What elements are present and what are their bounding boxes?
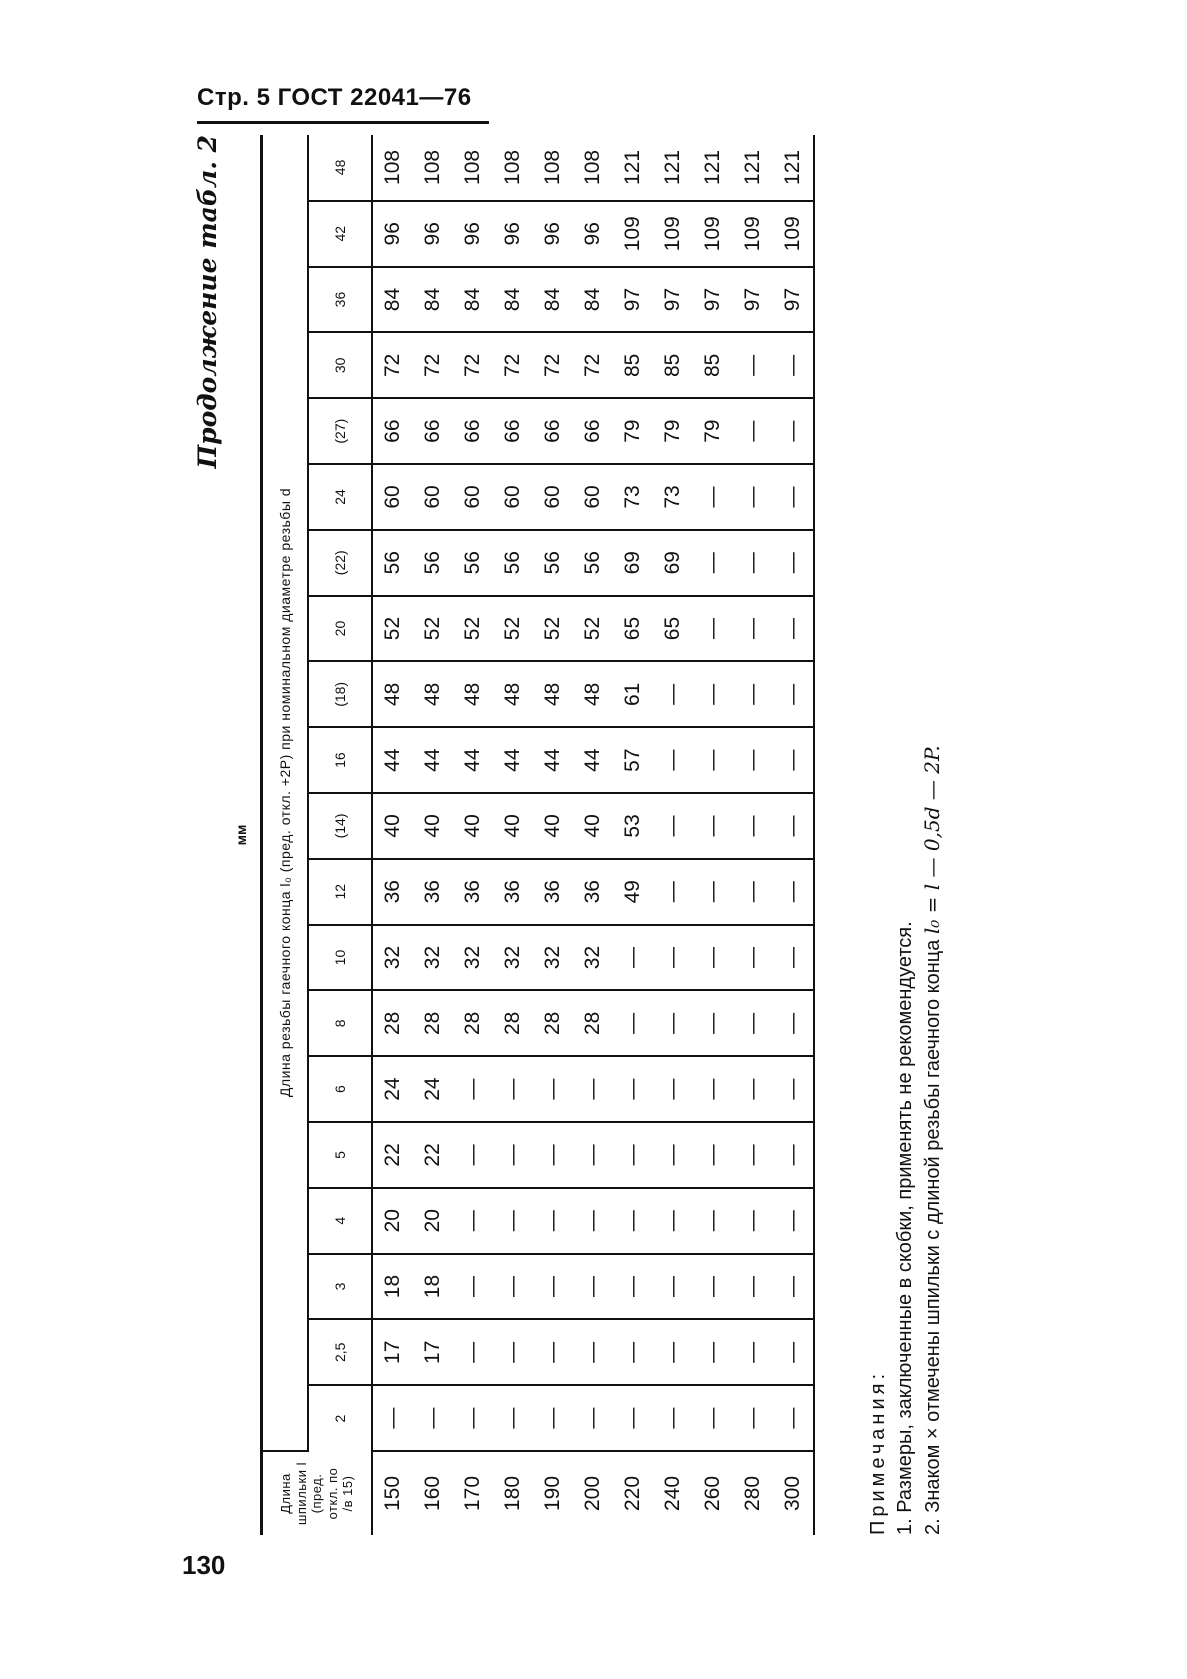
- thread-length-cell: 85: [693, 332, 733, 398]
- thread-length-cell: 96: [533, 201, 573, 267]
- thread-length-cell: —: [453, 1056, 493, 1122]
- thread-length-cell: —: [733, 1385, 773, 1451]
- thread-length-cell: —: [693, 859, 733, 925]
- thread-length-cell: —: [493, 1188, 533, 1254]
- thread-length-cell: 108: [453, 135, 493, 201]
- thread-length-cell: —: [533, 1122, 573, 1188]
- thread-length-cell: 52: [372, 596, 413, 662]
- table-row: [653, 135, 693, 1535]
- table-caption: Продолжение табл. 2: [193, 135, 222, 469]
- table-row: [413, 135, 453, 1535]
- thread-length-cell: —: [733, 1188, 773, 1254]
- thread-length-cell: —: [733, 925, 773, 991]
- thread-length-cell: 66: [493, 398, 533, 464]
- thread-length-cell: 66: [533, 398, 573, 464]
- stud-length-cell: 280: [741, 1475, 764, 1512]
- thread-length-cell: —: [733, 661, 773, 727]
- diameter-header-row: [308, 135, 372, 1535]
- thread-length-cell: 28: [453, 990, 493, 1056]
- thread-length-cell: —: [453, 1254, 493, 1320]
- thread-length-cell: 48: [493, 661, 533, 727]
- thread-length-cell: 97: [733, 267, 773, 333]
- thread-length-cell: 36: [453, 859, 493, 925]
- thread-length-cell: —: [413, 1385, 453, 1451]
- thread-length-cell: —: [773, 1254, 814, 1320]
- thread-length-cell: 40: [573, 793, 613, 859]
- thread-length-cell: 24: [372, 1056, 413, 1122]
- thread-length-cell: 72: [372, 332, 413, 398]
- thread-length-cell: 121: [613, 135, 653, 201]
- thread-length-cell: 73: [653, 464, 693, 530]
- thread-length-cell: —: [613, 925, 653, 991]
- diameter-header: 2,5: [308, 1319, 372, 1385]
- thread-length-cell: —: [533, 1056, 573, 1122]
- thread-length-cell: 84: [573, 267, 613, 333]
- thread-length-cell: —: [693, 727, 733, 793]
- thread-length-cell: 109: [653, 201, 693, 267]
- thread-length-cell: 96: [413, 201, 453, 267]
- group-header: Длина резьбы гаечного конца l₀ (пред. откл. +2P) при номинальном диаметре резьбы d: [262, 135, 309, 1451]
- thread-length-cell: —: [653, 1319, 693, 1385]
- thread-length-cell: 52: [453, 596, 493, 662]
- length-header-line: шпильки l: [293, 1461, 309, 1526]
- thread-length-cell: —: [573, 1319, 613, 1385]
- thread-length-cell: —: [693, 1385, 733, 1451]
- thread-length-cell: —: [653, 1056, 693, 1122]
- thread-length-cell: 32: [533, 925, 573, 991]
- thread-length-cell: 32: [413, 925, 453, 991]
- thread-length-cell: 40: [453, 793, 493, 859]
- thread-length-cell: —: [653, 793, 693, 859]
- thread-length-cell: 109: [733, 201, 773, 267]
- table-row: [533, 135, 573, 1535]
- thread-length-cell: 53: [613, 793, 653, 859]
- thread-length-cell: 108: [413, 135, 453, 201]
- thread-length-cell: —: [733, 398, 773, 464]
- thread-length-cell: 66: [372, 398, 413, 464]
- thread-length-cell: 20: [372, 1188, 413, 1254]
- thread-length-cell: —: [533, 1319, 573, 1385]
- length-header-line: /в 15): [340, 1475, 356, 1512]
- thread-length-cell: —: [573, 1056, 613, 1122]
- thread-length-cell: 57: [613, 727, 653, 793]
- thread-length-cell: 20: [413, 1188, 453, 1254]
- thread-length-cell: 60: [573, 464, 613, 530]
- diameter-header: 16: [308, 727, 372, 793]
- thread-length-cell: 22: [413, 1122, 453, 1188]
- thread-length-cell: 79: [653, 398, 693, 464]
- thread-length-cell: —: [693, 530, 733, 596]
- thread-length-cell: 48: [453, 661, 493, 727]
- thread-length-cell: —: [613, 1188, 653, 1254]
- thread-length-cell: —: [653, 1122, 693, 1188]
- thread-length-cell: 109: [613, 201, 653, 267]
- diameter-header: 8: [308, 990, 372, 1056]
- thread-length-cell: 24: [413, 1056, 453, 1122]
- thread-length-cell: 40: [413, 793, 453, 859]
- diameter-header: 42: [308, 201, 372, 267]
- thread-length-cell: —: [773, 332, 814, 398]
- thread-length-cell: —: [733, 859, 773, 925]
- table-row: [773, 135, 814, 1535]
- notes-title: Примечания:: [867, 1369, 889, 1535]
- diameter-header: 24: [308, 464, 372, 530]
- page-header: Стр. 5 ГОСТ 22041—76: [197, 84, 472, 111]
- thread-length-cell: 52: [533, 596, 573, 662]
- thread-length-cell: 52: [493, 596, 533, 662]
- thread-length-cell: 44: [372, 727, 413, 793]
- thread-length-cell: —: [773, 990, 814, 1056]
- thread-length-cell: 109: [693, 201, 733, 267]
- diameter-header: 48: [308, 135, 372, 201]
- thread-length-cell: 44: [453, 727, 493, 793]
- diameter-header: (14): [308, 793, 372, 859]
- diameter-header: (22): [308, 530, 372, 596]
- thread-length-cell: 52: [413, 596, 453, 662]
- thread-length-cell: 28: [493, 990, 533, 1056]
- thread-length-cell: —: [613, 1385, 653, 1451]
- thread-length-cell: —: [733, 1122, 773, 1188]
- thread-length-cell: —: [493, 1122, 533, 1188]
- thread-length-cell: 72: [573, 332, 613, 398]
- thread-length-cell: 96: [372, 201, 413, 267]
- thread-length-cell: 36: [573, 859, 613, 925]
- thread-length-cell: 56: [493, 530, 533, 596]
- thread-length-cell: 96: [493, 201, 533, 267]
- table-row: [372, 135, 413, 1535]
- thread-length-cell: —: [773, 398, 814, 464]
- length-column-header: [262, 1451, 373, 1535]
- thread-length-cell: —: [653, 1188, 693, 1254]
- diameter-header: 5: [308, 1122, 372, 1188]
- thread-length-cell: 40: [493, 793, 533, 859]
- thread-length-cell: —: [453, 1319, 493, 1385]
- thread-length-cell: 56: [573, 530, 613, 596]
- thread-length-cell: —: [733, 596, 773, 662]
- stud-length-cell: 300: [773, 1451, 814, 1535]
- table-row: [493, 135, 533, 1535]
- thread-length-cell: 69: [653, 530, 693, 596]
- diameter-header: (27): [308, 398, 372, 464]
- thread-length-cell: —: [693, 1254, 733, 1320]
- thread-length-cell: 32: [453, 925, 493, 991]
- thread-length-cell: 97: [613, 267, 653, 333]
- table-body: [372, 135, 814, 1535]
- rotated-table-block: [185, 135, 995, 1535]
- thread-length-cell: —: [733, 332, 773, 398]
- thread-length-cell: —: [493, 1254, 533, 1320]
- thread-length-cell: 84: [493, 267, 533, 333]
- thread-length-cell: 85: [653, 332, 693, 398]
- thread-length-cell: —: [613, 990, 653, 1056]
- thread-length-cell: 109: [773, 201, 814, 267]
- thread-length-cell: —: [693, 1319, 733, 1385]
- thread-length-cell: 79: [693, 398, 733, 464]
- diameter-header: 6: [308, 1056, 372, 1122]
- length-header-line: откл. по: [324, 1467, 340, 1520]
- thread-length-cell: —: [453, 1385, 493, 1451]
- diameter-header: 30: [308, 332, 372, 398]
- thread-length-cell: —: [693, 1188, 733, 1254]
- note-item: 1. Размеры, заключенные в скобки, применять не рекомендуется.: [894, 921, 916, 1535]
- diameter-header: 2: [308, 1385, 372, 1451]
- diameter-header: 20: [308, 596, 372, 662]
- thread-length-cell: —: [773, 1385, 814, 1451]
- thread-length-cell: 52: [573, 596, 613, 662]
- stud-length-cell: 150: [381, 1475, 404, 1512]
- thread-length-cell: 18: [372, 1254, 413, 1320]
- thread-length-cell: 69: [613, 530, 653, 596]
- thread-length-cell: —: [733, 464, 773, 530]
- notes: [865, 435, 947, 1535]
- stud-length-cell: 260: [701, 1475, 724, 1512]
- thread-length-cell: —: [773, 1188, 814, 1254]
- thread-length-cell: 32: [493, 925, 533, 991]
- thread-length-cell: —: [573, 1122, 613, 1188]
- thread-length-cell: 96: [573, 201, 613, 267]
- thread-length-cell: —: [733, 530, 773, 596]
- thread-length-cell: 44: [573, 727, 613, 793]
- diameter-header: 10: [308, 925, 372, 991]
- table-row: [733, 135, 773, 1535]
- thread-length-cell: 97: [773, 267, 814, 333]
- thread-length-cell: 108: [533, 135, 573, 201]
- thread-length-cell: 84: [372, 267, 413, 333]
- thread-length-cell: 49: [613, 859, 653, 925]
- thread-length-cell: —: [493, 1319, 533, 1385]
- thread-length-cell: —: [773, 596, 814, 662]
- table-row: [613, 135, 653, 1535]
- thread-length-cell: 121: [773, 135, 814, 201]
- thread-length-cell: 65: [653, 596, 693, 662]
- thread-length-cell: —: [493, 1385, 533, 1451]
- thread-length-cell: —: [693, 990, 733, 1056]
- diameter-header: 4: [308, 1188, 372, 1254]
- thread-length-cell: 84: [533, 267, 573, 333]
- thread-length-cell: 72: [453, 332, 493, 398]
- thread-length-cell: 18: [413, 1254, 453, 1320]
- thread-length-cell: 66: [413, 398, 453, 464]
- thread-length-cell: 28: [372, 990, 413, 1056]
- thread-length-cell: —: [773, 530, 814, 596]
- thread-length-cell: 40: [533, 793, 573, 859]
- thread-length-cell: —: [533, 1385, 573, 1451]
- diameter-header: 3: [308, 1254, 372, 1320]
- thread-length-cell: 48: [573, 661, 613, 727]
- thread-length-cell: 61: [613, 661, 653, 727]
- thread-length-cell: 28: [533, 990, 573, 1056]
- thread-length-cell: 32: [573, 925, 613, 991]
- thread-length-cell: 56: [372, 530, 413, 596]
- thread-length-cell: —: [613, 1056, 653, 1122]
- thread-length-cell: 36: [533, 859, 573, 925]
- thread-length-cell: 40: [372, 793, 413, 859]
- thread-length-cell: —: [693, 464, 733, 530]
- stud-length-cell: 200: [581, 1475, 604, 1512]
- thread-length-cell: —: [733, 990, 773, 1056]
- thread-length-cell: —: [453, 1122, 493, 1188]
- thread-length-cell: —: [773, 925, 814, 991]
- thread-length-cell: 97: [693, 267, 733, 333]
- table-row: [573, 135, 613, 1535]
- thread-length-cell: —: [733, 793, 773, 859]
- thread-length-cell: 121: [693, 135, 733, 201]
- thread-length-cell: 85: [613, 332, 653, 398]
- thread-length-cell: 96: [453, 201, 493, 267]
- diameter-header: (18): [308, 661, 372, 727]
- thread-length-cell: 65: [613, 596, 653, 662]
- thread-length-cell: —: [773, 793, 814, 859]
- thread-length-cell: 66: [453, 398, 493, 464]
- thread-length-cell: —: [773, 1056, 814, 1122]
- thread-length-cell: —: [693, 925, 733, 991]
- thread-length-cell: 48: [533, 661, 573, 727]
- thread-length-cell: 73: [613, 464, 653, 530]
- thread-length-cell: —: [693, 1056, 733, 1122]
- thread-length-cell: 72: [533, 332, 573, 398]
- thread-length-cell: —: [653, 1385, 693, 1451]
- thread-length-cell: —: [733, 727, 773, 793]
- thread-length-cell: —: [733, 1319, 773, 1385]
- thread-length-cell: —: [773, 859, 814, 925]
- thread-length-cell: 36: [493, 859, 533, 925]
- formula: l₀ = l — 0,5d — 2P.: [920, 745, 944, 935]
- thread-length-cell: —: [733, 1056, 773, 1122]
- thread-length-cell: —: [573, 1254, 613, 1320]
- thread-length-cell: —: [653, 990, 693, 1056]
- thread-length-cell: 84: [413, 267, 453, 333]
- diameter-header: 36: [308, 267, 372, 333]
- table-row: [453, 135, 493, 1535]
- thread-length-cell: 17: [372, 1319, 413, 1385]
- thread-length-cell: 56: [453, 530, 493, 596]
- thread-length-cell: 60: [413, 464, 453, 530]
- header-rule: [197, 121, 489, 124]
- thread-length-cell: —: [613, 1319, 653, 1385]
- thread-length-cell: 56: [533, 530, 573, 596]
- thread-length-cell: 121: [653, 135, 693, 201]
- thread-length-cell: —: [773, 464, 814, 530]
- thread-length-cell: 60: [453, 464, 493, 530]
- thread-length-cell: —: [773, 1319, 814, 1385]
- thread-length-cell: —: [533, 1254, 573, 1320]
- thread-length-cell: —: [693, 661, 733, 727]
- thread-length-cell: 97: [653, 267, 693, 333]
- thread-length-cell: 48: [413, 661, 453, 727]
- thread-length-cell: —: [773, 727, 814, 793]
- page-number: 130: [182, 1550, 226, 1580]
- thread-length-cell: 121: [733, 135, 773, 201]
- length-header-line: (пред.: [309, 1473, 325, 1514]
- thread-length-cell: 28: [413, 990, 453, 1056]
- thread-length-cell: 84: [453, 267, 493, 333]
- thread-length-cell: —: [653, 1254, 693, 1320]
- stud-length-cell: 190: [541, 1475, 564, 1512]
- thread-length-cell: —: [733, 1254, 773, 1320]
- thread-length-cell: 17: [413, 1319, 453, 1385]
- thread-length-cell: 36: [372, 859, 413, 925]
- note-item: 2. Знаком × отмечены шпильки с длиной резьбы гаечного конца: [922, 934, 944, 1535]
- thread-length-cell: —: [533, 1188, 573, 1254]
- thread-length-cell: 32: [372, 925, 413, 991]
- diameter-header: 12: [308, 859, 372, 925]
- thread-length-cell: 60: [533, 464, 573, 530]
- thread-length-cell: 66: [573, 398, 613, 464]
- thread-length-cell: —: [693, 793, 733, 859]
- stud-length-cell: 220: [621, 1475, 644, 1512]
- thread-length-cell: 60: [493, 464, 533, 530]
- stud-length-cell: 170: [461, 1475, 484, 1512]
- thread-length-cell: 108: [493, 135, 533, 201]
- thread-length-cell: —: [573, 1188, 613, 1254]
- thread-length-cell: 44: [413, 727, 453, 793]
- note-item-formula-line: [919, 435, 947, 1535]
- thread-length-cell: —: [653, 727, 693, 793]
- thread-length-cell: 108: [573, 135, 613, 201]
- thread-length-cell: 48: [372, 661, 413, 727]
- thread-length-cell: —: [653, 661, 693, 727]
- thread-length-cell: 72: [493, 332, 533, 398]
- thread-length-cell: —: [493, 1056, 533, 1122]
- thread-length-cell: —: [693, 596, 733, 662]
- stud-length-cell: 240: [661, 1475, 684, 1512]
- thread-length-cell: 60: [372, 464, 413, 530]
- stud-length-cell: 160: [421, 1475, 444, 1512]
- thread-length-cell: —: [372, 1385, 413, 1451]
- thread-length-cell: 22: [372, 1122, 413, 1188]
- stud-length-cell: 180: [501, 1475, 524, 1512]
- thread-length-cell: —: [453, 1188, 493, 1254]
- thread-length-cell: 28: [573, 990, 613, 1056]
- thread-length-cell: 72: [413, 332, 453, 398]
- thread-length-cell: 108: [372, 135, 413, 201]
- thread-length-cell: —: [653, 859, 693, 925]
- thread-length-cell: —: [613, 1122, 653, 1188]
- thread-length-cell: —: [653, 925, 693, 991]
- thread-length-cell: 44: [533, 727, 573, 793]
- thread-length-cell: 36: [413, 859, 453, 925]
- thread-length-cell: —: [573, 1385, 613, 1451]
- thread-length-cell: —: [773, 661, 814, 727]
- thread-length-cell: 79: [613, 398, 653, 464]
- thread-length-cell: —: [773, 1122, 814, 1188]
- table-row: [693, 135, 733, 1535]
- thread-length-cell: 56: [413, 530, 453, 596]
- thread-length-cell: —: [693, 1122, 733, 1188]
- thread-length-cell: —: [613, 1254, 653, 1320]
- unit-label: мм: [233, 824, 249, 846]
- thread-length-table: [260, 135, 815, 1535]
- length-header-line: Длина: [278, 1473, 294, 1514]
- thread-length-cell: 44: [493, 727, 533, 793]
